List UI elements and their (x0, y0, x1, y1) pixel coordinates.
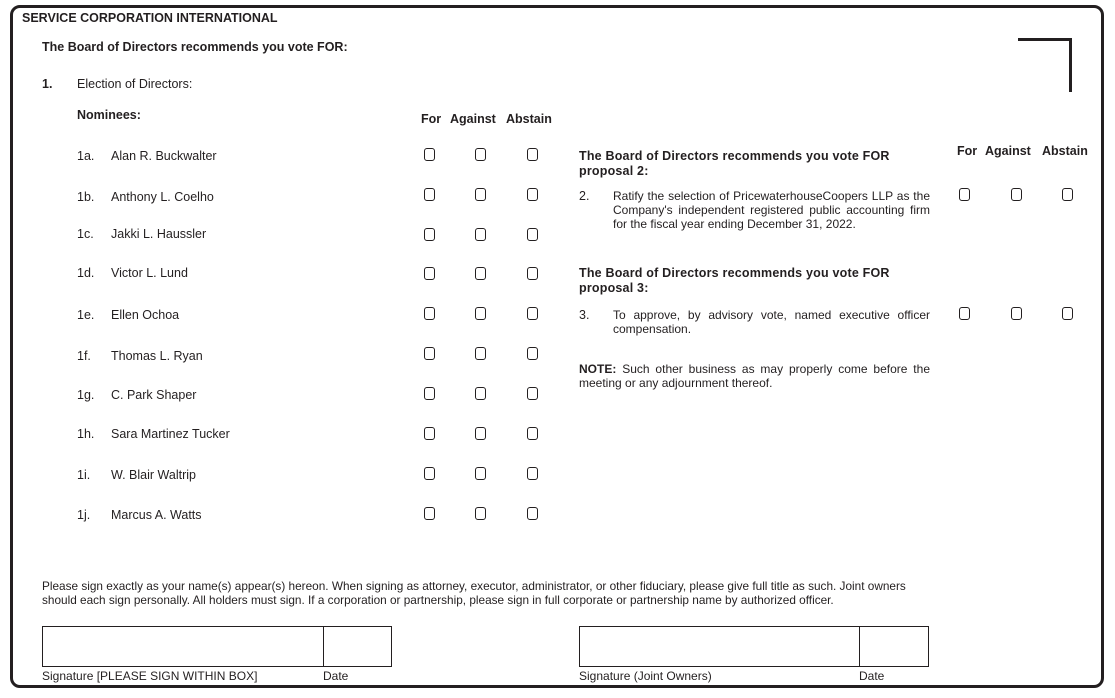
vote-abstain-checkbox[interactable] (527, 228, 538, 241)
column-against-header: Against (450, 112, 496, 126)
proposal3-for-checkbox[interactable] (959, 307, 970, 320)
date-label: Date (323, 669, 349, 683)
nominee-name: Anthony L. Coelho (111, 190, 214, 204)
right-column-against-header: Against (985, 144, 1031, 158)
vote-for-checkbox[interactable] (424, 387, 435, 400)
vote-for-checkbox[interactable] (424, 467, 435, 480)
vote-for-checkbox[interactable] (424, 148, 435, 161)
joint-signature-label: Signature (Joint Owners) (579, 669, 712, 683)
note-label: NOTE: (579, 362, 617, 376)
signature-box[interactable] (42, 626, 324, 667)
nominee-name: Thomas L. Ryan (111, 349, 203, 363)
note-body: Such other business as may properly come before the meeting or any adjournment thereof. (579, 362, 930, 390)
vote-abstain-checkbox[interactable] (527, 307, 538, 320)
company-name: SERVICE CORPORATION INTERNATIONAL (22, 11, 278, 25)
proposal2-for-checkbox[interactable] (959, 188, 970, 201)
vote-against-checkbox[interactable] (475, 387, 486, 400)
nominee-id: 1d. (77, 266, 95, 280)
vote-against-checkbox[interactable] (475, 467, 486, 480)
joint-signature-box[interactable] (579, 626, 860, 667)
column-for-header: For (421, 112, 442, 126)
nominee-id: 1j. (77, 508, 91, 522)
vote-abstain-checkbox[interactable] (527, 267, 538, 280)
proposal2-text: Ratify the selection of PricewaterhouseCoopers LLP as the Company's independent registered public accounting firm for the fiscal year ending December 31, 2022. (613, 189, 930, 231)
vote-for-checkbox[interactable] (424, 188, 435, 201)
nominee-id: 1h. (77, 427, 95, 441)
vote-for-checkbox[interactable] (424, 427, 435, 440)
column-abstain-header: Abstain (506, 112, 552, 126)
vote-against-checkbox[interactable] (475, 307, 486, 320)
nominee-name: Victor L. Lund (111, 266, 188, 280)
note-text (579, 362, 930, 390)
nominee-id: 1c. (77, 227, 94, 241)
joint-date-box[interactable] (859, 626, 929, 667)
nominees-header: Nominees: (77, 108, 141, 122)
vote-for-checkbox[interactable] (424, 267, 435, 280)
proposal3-text: To approve, by advisory vote, named executive officer compensation. (613, 308, 930, 336)
nominee-id: 1i. (77, 468, 91, 482)
vote-abstain-checkbox[interactable] (527, 347, 538, 360)
vote-for-checkbox[interactable] (424, 307, 435, 320)
vote-against-checkbox[interactable] (475, 267, 486, 280)
nominee-name: W. Blair Waltrip (111, 468, 196, 482)
vote-against-checkbox[interactable] (475, 228, 486, 241)
vote-for-checkbox[interactable] (424, 228, 435, 241)
nominee-name: Ellen Ochoa (111, 308, 180, 322)
nominee-id: 1b. (77, 190, 95, 204)
vote-against-checkbox[interactable] (475, 148, 486, 161)
signing-instructions: Please sign exactly as your name(s) appear(s) hereon. When signing as attorney, executor, administrator, or other fiduciary, please give full title as such. Joint owners should each sign personally. All holders must sign. If a corporation or partnership, please sign in full corporate or partnership name by authorized officer. (42, 579, 906, 607)
proposal3-recommendation: The Board of Directors recommends you vote FOR proposal 3: (579, 266, 890, 295)
proposal2-recommendation: The Board of Directors recommends you vote FOR proposal 2: (579, 149, 890, 178)
joint-date-label: Date (859, 669, 885, 683)
vote-against-checkbox[interactable] (475, 507, 486, 520)
vote-abstain-checkbox[interactable] (527, 507, 538, 520)
nominee-id: 1g. (77, 388, 95, 402)
proposal1-title: Election of Directors: (77, 77, 193, 91)
proposal2-against-checkbox[interactable] (1011, 188, 1022, 201)
proposal3-number: 3. (579, 308, 590, 322)
vote-for-checkbox[interactable] (424, 507, 435, 520)
nominee-name: Marcus A. Watts (111, 508, 202, 522)
vote-against-checkbox[interactable] (475, 188, 486, 201)
board-recommendation: The Board of Directors recommends you vote FOR: (42, 40, 348, 54)
nominee-name: Alan R. Buckwalter (111, 149, 217, 163)
vote-abstain-checkbox[interactable] (527, 188, 538, 201)
right-column-for-header: For (957, 144, 978, 158)
proposal3-abstain-checkbox[interactable] (1062, 307, 1073, 320)
vote-abstain-checkbox[interactable] (527, 467, 538, 480)
proposal3-against-checkbox[interactable] (1011, 307, 1022, 320)
vote-against-checkbox[interactable] (475, 427, 486, 440)
proposal2-abstain-checkbox[interactable] (1062, 188, 1073, 201)
date-box[interactable] (323, 626, 392, 667)
vote-abstain-checkbox[interactable] (527, 148, 538, 161)
proposal1-number: 1. (42, 77, 53, 91)
vote-against-checkbox[interactable] (475, 347, 486, 360)
signature-label: Signature [PLEASE SIGN WITHIN BOX] (42, 669, 258, 683)
right-column-abstain-header: Abstain (1042, 144, 1088, 158)
nominee-id: 1f. (77, 349, 91, 363)
registration-corner-mark (1018, 38, 1072, 92)
nominee-name: C. Park Shaper (111, 388, 197, 402)
nominee-id: 1a. (77, 149, 95, 163)
nominee-name: Sara Martinez Tucker (111, 427, 230, 441)
vote-abstain-checkbox[interactable] (527, 427, 538, 440)
vote-for-checkbox[interactable] (424, 347, 435, 360)
vote-abstain-checkbox[interactable] (527, 387, 538, 400)
proposal2-number: 2. (579, 189, 590, 203)
nominee-name: Jakki L. Haussler (111, 227, 207, 241)
nominee-id: 1e. (77, 308, 95, 322)
